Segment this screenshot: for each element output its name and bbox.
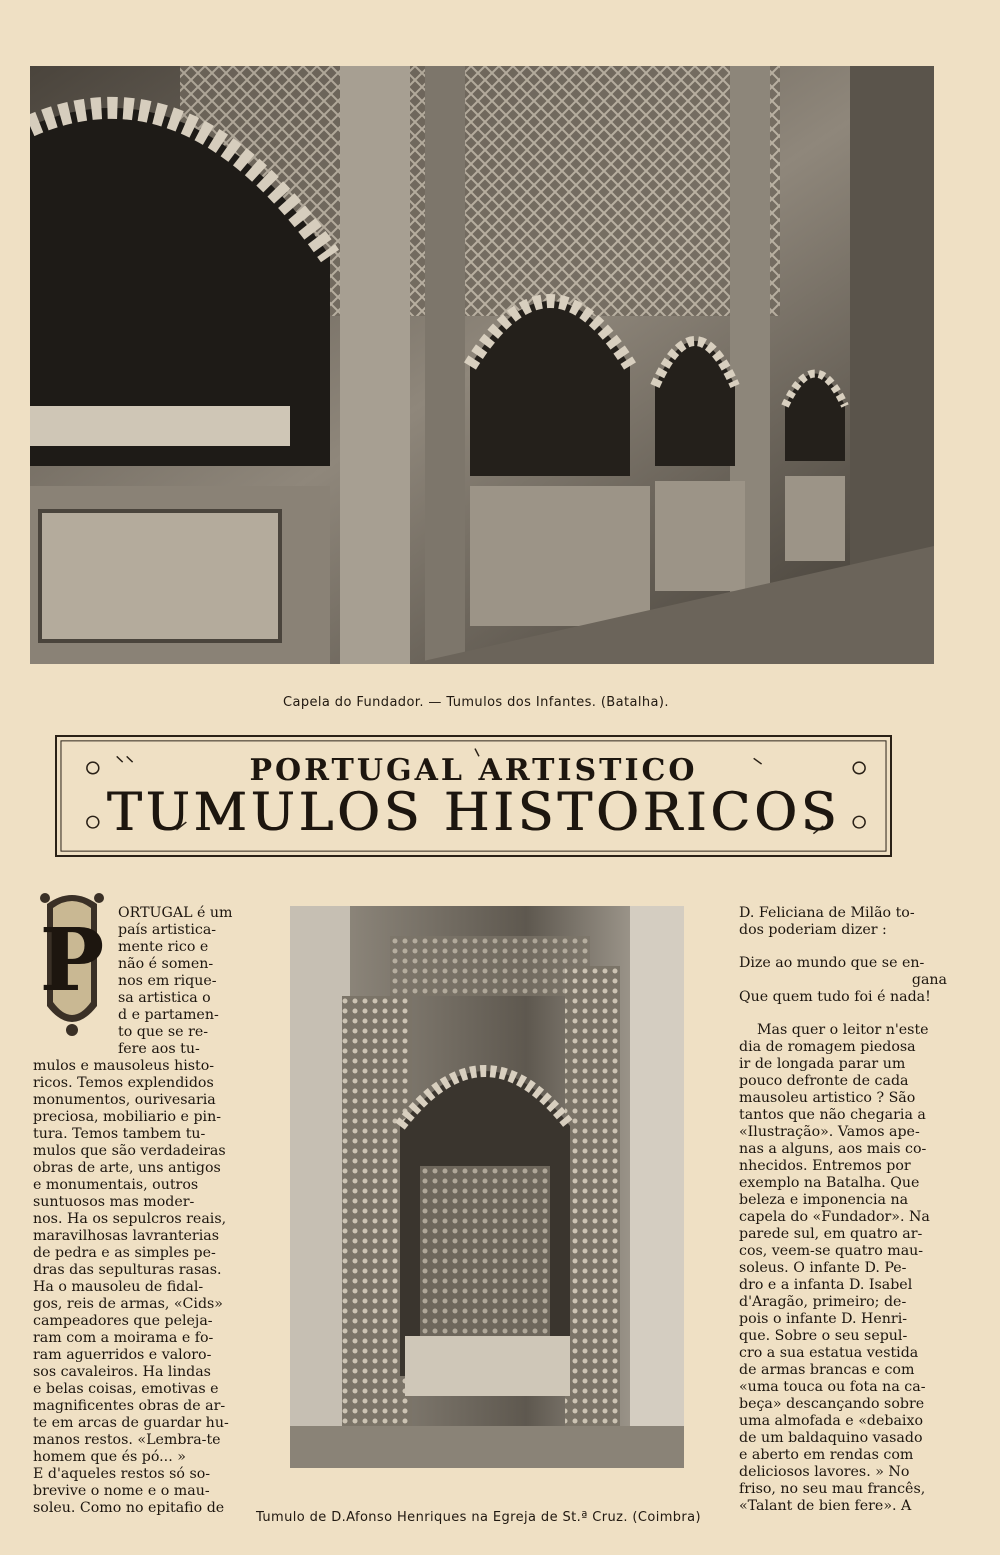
text-line: tura. Temos tambem tu- — [33, 1126, 206, 1142]
text-line: to que se re- — [118, 1024, 209, 1040]
text-line: uma almofada e «debaixo — [739, 1413, 923, 1429]
title-banner — [55, 735, 892, 857]
drop-cap-ornament — [33, 886, 111, 1038]
text-line: nhecidos. Entremos por — [739, 1158, 911, 1174]
text-line: beleza e imponencia na — [739, 1192, 909, 1208]
text-line: e aberto em rendas com — [739, 1447, 914, 1463]
text-line: país artistica- — [118, 922, 217, 938]
text-line: dos poderiam dizer : — [739, 922, 887, 938]
text-line: friso, no seu mau francês, — [739, 1481, 926, 1497]
text-line: magnificentes obras de ar- — [33, 1398, 226, 1414]
text-line: preciosa, mobiliario e pin- — [33, 1109, 222, 1125]
text-line: fere aos tu- — [118, 1041, 200, 1057]
text-line: pois o infante D. Henri- — [739, 1311, 908, 1327]
text-line: mausoleu artistico ? São — [739, 1090, 916, 1106]
text-line: beça» descançando sobre — [739, 1396, 925, 1412]
text-line: capela do «Fundador». Na — [739, 1209, 930, 1225]
text-line: d'Aragão, primeiro; de- — [739, 1294, 907, 1310]
verse-line: Dize ao mundo que se en- — [739, 955, 925, 971]
text-line: que. Sobre o seu sepul- — [739, 1328, 908, 1344]
text-line: nos em rique- — [118, 973, 217, 989]
drop-cap — [33, 886, 111, 1038]
section-kicker: PORTUGAL ARTISTICO — [249, 753, 698, 788]
text-line: gos, reis de armas, «Cids» — [33, 1296, 223, 1312]
text-line: e monumentais, outros — [33, 1177, 199, 1193]
text-line: de um baldaquino vasado — [739, 1430, 923, 1446]
text-line: soleu. Como no epitafio de — [33, 1500, 225, 1516]
photo-tumulo-afonso-henriques — [290, 906, 684, 1468]
text-line: ORTUGAL é um — [118, 905, 233, 921]
top-photo-caption: Capela do Fundador. — Tumulos dos Infantes. (Batalha). — [283, 695, 669, 710]
text-line: Ha o mausoleu de fidal- — [33, 1279, 204, 1295]
text-line: e belas coisas, emotivas e — [33, 1381, 219, 1397]
text-line: «uma touca ou fota na ca- — [739, 1379, 926, 1395]
text-line: sos cavaleiros. Ha lindas — [33, 1364, 211, 1380]
text-line: suntuosos mas moder- — [33, 1194, 195, 1210]
text-line: pouco defronte de cada — [739, 1073, 909, 1089]
text-line: Mas quer o leitor n'este — [757, 1022, 929, 1038]
column-1-body — [33, 1058, 263, 1517]
text-line: nas a alguns, aos mais co- — [739, 1141, 927, 1157]
tomb-portal-image — [290, 906, 684, 1468]
column-2-intro — [739, 905, 945, 939]
text-line: homem que és pó... » — [33, 1449, 186, 1465]
text-line: tantos que não chegaria a — [739, 1107, 926, 1123]
text-line: brevive o nome e o mau- — [33, 1483, 210, 1499]
text-line: de armas brancas e com — [739, 1362, 915, 1378]
text-line: mulos e mausoleus histo- — [33, 1058, 215, 1074]
text-line: mente rico e — [118, 939, 209, 955]
text-line: D. Feliciana de Milão to- — [739, 905, 915, 921]
text-line: não é somen- — [118, 956, 214, 972]
drop-cap-letter: P — [39, 910, 105, 1011]
text-line: de pedra e as simples pe- — [33, 1245, 216, 1261]
text-line: parede sul, em quatro ar- — [739, 1226, 923, 1242]
text-line: campeadores que peleja- — [33, 1313, 213, 1329]
text-line: soleus. O infante D. Pe- — [739, 1260, 907, 1276]
text-line: dras das sepulturas rasas. — [33, 1262, 222, 1278]
text-line: obras de arte, uns antigos — [33, 1160, 221, 1176]
column-2-body — [739, 1022, 945, 1515]
text-line: dro e a infanta D. Isabel — [739, 1277, 913, 1293]
text-line: monumentos, ourivesaria — [33, 1092, 216, 1108]
column-1-intro — [118, 905, 260, 1058]
text-line: nos. Ha os sepulcros reais, — [33, 1211, 227, 1227]
text-line: «Talant de bien fere». A — [739, 1498, 912, 1514]
text-line: ir de longada parar um — [739, 1056, 906, 1072]
text-line: sa artistica o — [118, 990, 211, 1006]
text-line: exemplo na Batalha. Que — [739, 1175, 920, 1191]
article-headline: TUMULOS HISTORICOS — [106, 783, 841, 843]
text-line: ram aguerridos e valoro- — [33, 1347, 212, 1363]
verse-line: gana — [911, 972, 947, 988]
text-line: ram com a moirama e fo- — [33, 1330, 214, 1346]
epitaph-verse — [739, 955, 949, 1006]
text-line: dia de romagem piedosa — [739, 1039, 916, 1055]
text-line: manos restos. «Lembra-te — [33, 1432, 221, 1448]
tombs-arches-image — [30, 66, 934, 664]
text-line: cro a sua estatua vestida — [739, 1345, 919, 1361]
text-line: te em arcas de guardar hu- — [33, 1415, 229, 1431]
photo-capela-do-fundador — [30, 66, 934, 664]
text-line: ricos. Temos explendidos — [33, 1075, 214, 1091]
text-line: d e partamen- — [118, 1007, 219, 1023]
text-line: cos, veem-se quatro mau- — [739, 1243, 924, 1259]
verse-line: Que quem tudo foi é nada! — [739, 989, 931, 1005]
text-line: maravilhosas lavranterias — [33, 1228, 219, 1244]
text-line: mulos que são verdadeiras — [33, 1143, 226, 1159]
middle-photo-caption: Tumulo de D.Afonso Henriques na Egreja de St.ª Cruz. (Coimbra) — [256, 1510, 702, 1525]
text-line: E d'aqueles restos só so- — [33, 1466, 211, 1482]
text-line: «Ilustração». Vamos ape- — [739, 1124, 920, 1140]
text-line: deliciosos lavores. » No — [739, 1464, 910, 1480]
